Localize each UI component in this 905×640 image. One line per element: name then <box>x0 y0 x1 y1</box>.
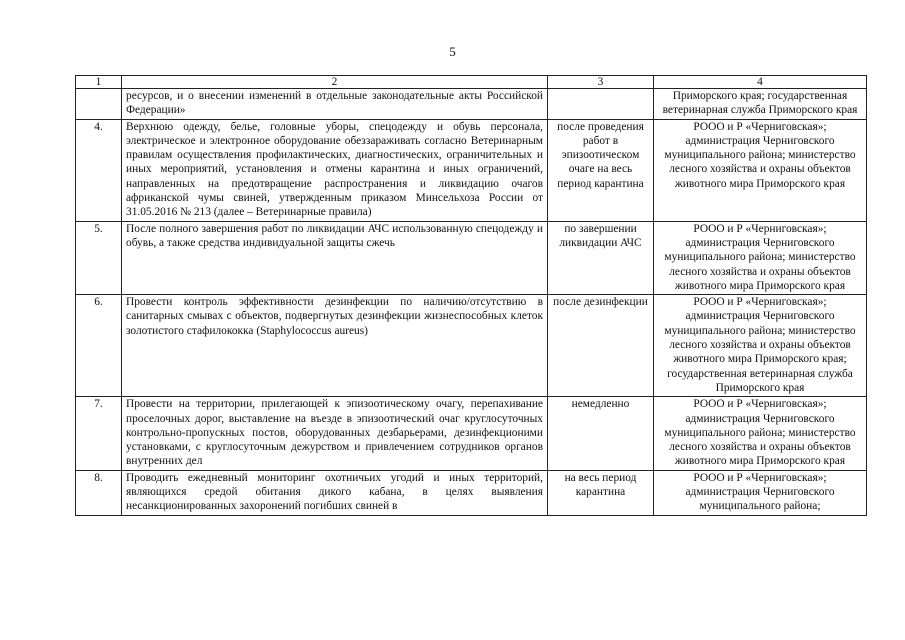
table-row <box>76 295 867 397</box>
table-header-row <box>76 76 867 89</box>
measures-table <box>75 75 867 516</box>
header-col-measure: 2 <box>122 76 548 89</box>
row-number: 8. <box>76 470 122 515</box>
row-number: 4. <box>76 119 122 221</box>
row-deadline <box>548 89 654 120</box>
row-responsible: РООО и Р «Черниговская»; администрация Черниговского муниципального района; министерство лесного хозяйства и охраны объектов животного мира Приморского края; государственная ветеринарная служба Приморского края <box>654 295 867 397</box>
row-responsible: РООО и Р «Черниговская»; администрация Черниговского муниципального района; министерство лесного хозяйства и охраны объектов животного мира Приморского края <box>654 119 867 221</box>
row-deadline: по завершении ликвидации АЧС <box>548 221 654 294</box>
row-responsible: РООО и Р «Черниговская»; администрация Черниговского муниципального района; министерство лесного хозяйства и охраны объектов животного мира Приморского края <box>654 397 867 470</box>
table-row <box>76 221 867 294</box>
row-measure: Верхнюю одежду, белье, головные уборы, спецодежду и обувь персонала, электрическое и электронное оборудование обеззараживать согласно Ветеринарным правилам осуществления профилактических, диагностических, ограничительных и иных мероприятий, установления и отмены карантина и иных ограничений, направленных на предотвращение распространения и ликвидацию очагов африканской чумы свиней, утвержденным приказом Минсельхоза России от 31.05.2016 № 213 (далее – Ветеринарные правила) <box>122 119 548 221</box>
row-measure: Провести контроль эффективности дезинфекции по наличию/отсутствию в санитарных смывах с объектов, подвергнутых дезинфекции жизнеспособных клеток золотистого стафилококка (Staphylococcus aureus) <box>122 295 548 397</box>
row-number: 6. <box>76 295 122 397</box>
table-row <box>76 119 867 221</box>
header-col-number: 1 <box>76 76 122 89</box>
row-number: 5. <box>76 221 122 294</box>
table-row <box>76 397 867 470</box>
row-number <box>76 89 122 120</box>
row-measure: Провести на территории, прилегающей к эпизоотическому очагу, перепахивание проселочных дорог, выставление на въезде в эпизоотический очаг круглосуточных контрольно-пропускных постов, оборудованных дезбарьерами, дезинфекционими установками, с круглосуточным дежурством и привлечением сотрудников органов внутренних дел <box>122 397 548 470</box>
row-deadline: после дезинфекции <box>548 295 654 397</box>
header-col-responsible: 4 <box>654 76 867 89</box>
row-deadline: после проведения работ в эпизоотическом очаге на весь период карантина <box>548 119 654 221</box>
row-measure: Проводить ежедневный мониторинг охотничьих угодий и иных территорий, являющихся средой обитания дикого кабана, в целях выявления несанкционированных захоронений погибших свиней в <box>122 470 548 515</box>
row-responsible: РООО и Р «Черниговская»; администрация Черниговского муниципального района; <box>654 470 867 515</box>
row-measure: После полного завершения работ по ликвидации АЧС использованную спецодежду и обувь, а также средства индивидуальной защиты сжечь <box>122 221 548 294</box>
row-deadline: на весь период карантина <box>548 470 654 515</box>
row-deadline: немедленно <box>548 397 654 470</box>
table-row <box>76 470 867 515</box>
page-number: 5 <box>449 44 456 59</box>
row-number: 7. <box>76 397 122 470</box>
row-responsible: РООО и Р «Черниговская»; администрация Черниговского муниципального района; министерство лесного хозяйства и охраны объектов животного мира Приморского края <box>654 221 867 294</box>
row-responsible: Приморского края; государственная ветеринарная служба Приморского края <box>654 89 867 120</box>
header-col-deadline: 3 <box>548 76 654 89</box>
row-measure: ресурсов, и о внесении изменений в отдельные законодательные акты Российской Федерации» <box>122 89 548 120</box>
table-row <box>76 89 867 120</box>
